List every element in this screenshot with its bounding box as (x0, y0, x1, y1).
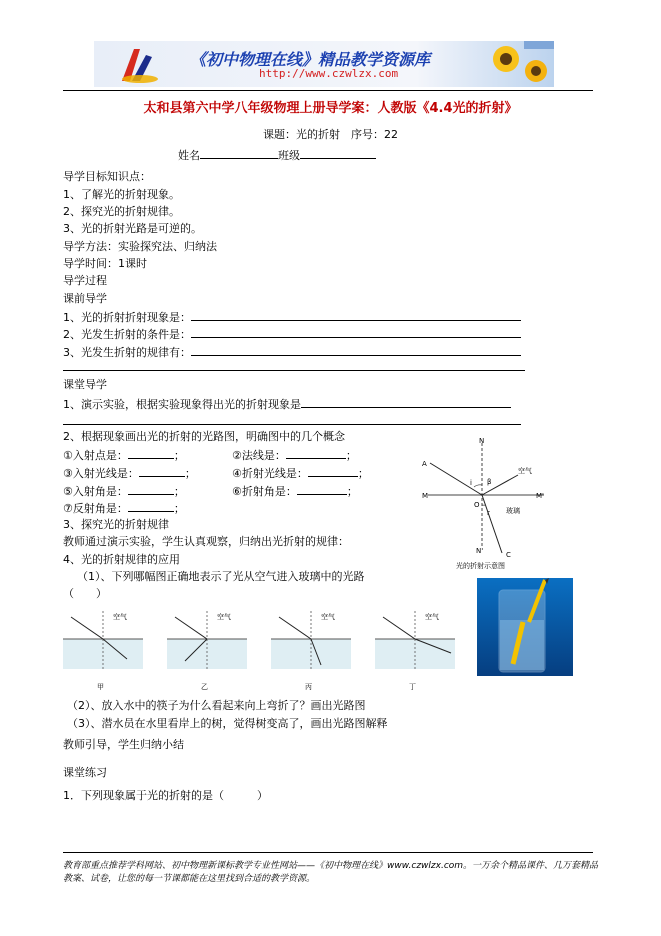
diagram-label: i (470, 479, 472, 487)
class-guide-heading: 课堂导学 (63, 378, 107, 391)
page-title: 太和县第六中学八年级物理上册导学案：人教版《4.4光的折射》 (143, 101, 518, 116)
goal-item: 2、探究光的折射规律。 (63, 205, 180, 218)
concept-row (232, 447, 357, 463)
semicolon: ； (173, 485, 185, 498)
guide-q3: 3、探究光的折射规律 (63, 518, 169, 531)
concept-row (232, 465, 369, 481)
practice-heading: 课堂练习 (63, 766, 107, 779)
pre-heading: 课前导学 (63, 292, 107, 305)
diagram-label: 玻璃 (506, 507, 520, 515)
pre-q3 (63, 344, 521, 360)
choice-bing (271, 611, 351, 691)
angle-i (474, 485, 482, 487)
diagram-label: C (506, 551, 511, 559)
answer-line[interactable] (128, 447, 174, 459)
answer-line[interactable] (191, 309, 521, 321)
answer-bracket: （ ） (63, 587, 107, 600)
goals-heading: 导学目标知识点： (63, 170, 151, 183)
diagram-label: O (474, 501, 480, 509)
choice-ding (375, 611, 455, 691)
class-field[interactable] (300, 147, 376, 159)
guide-q1-text: 1、演示实验，根据实验现象得出光的折射现象是 (63, 398, 301, 411)
guide-q4-3: （3）、潜水员在水里看岸上的树，觉得树变高了，画出光路图解释 (67, 717, 388, 730)
diagram-label: N' (476, 547, 484, 555)
name-class-row (178, 147, 376, 163)
air-label: 空气 (321, 613, 335, 621)
pre-q2 (63, 326, 521, 342)
concept-label: ③入射光线是： (63, 467, 139, 480)
concept-row (63, 465, 196, 481)
guide-q4: 4、光的折射规律的应用 (63, 553, 180, 566)
name-label: 姓名 (178, 149, 200, 162)
answer-line[interactable] (191, 326, 521, 338)
banner-url[interactable]: http://www.czwlzx.com (259, 67, 399, 80)
footer-text: 教育部重点推荐学科网站、初中物理新课标教学专业性网站——《初中物理在线》www.czwlzx.com。一万余个精品课件、几万套精品教案、试卷，让您的每一节课都能在这里找到合适的教学资源。 (63, 861, 599, 884)
answer-line[interactable] (286, 447, 346, 459)
diagram-label: β (487, 478, 492, 486)
guide-q1 (63, 396, 511, 412)
choice-label: 丙 (305, 683, 312, 691)
guide-q4-1: （1）、下列哪幅图正确地表示了光从空气进入玻璃中的光路 (77, 570, 365, 583)
choice-label: 乙 (201, 683, 208, 691)
diagram-label: M (422, 492, 429, 500)
semicolon: ； (184, 467, 196, 480)
choice-yi (167, 611, 247, 691)
answer-line[interactable] (63, 424, 521, 425)
answer-line[interactable] (191, 344, 521, 356)
goal-item: 3、光的折射光路是可逆的。 (63, 222, 202, 235)
concept-row (63, 500, 185, 516)
air-label: 空气 (425, 613, 439, 621)
diagram-label: r (487, 509, 490, 517)
diagram-label: M' (536, 492, 544, 500)
goal-item: 1、了解光的折射现象。 (63, 188, 180, 201)
course-line: 课题：光的折射 序号：22 (263, 128, 398, 141)
concept-label: ①入射点是： (63, 449, 128, 462)
choice-label: 甲 (97, 683, 104, 691)
concept-row (63, 447, 185, 463)
pre-q3-text: 3、光发生折射的规律有： (63, 346, 191, 359)
time-line: 导学时间：1课时 (63, 257, 147, 270)
name-field[interactable] (200, 147, 278, 159)
pre-q1 (63, 309, 521, 325)
guide-q3-text: 教师通过演示实验，学生认真观察，归纳出光折射的规律： (63, 535, 349, 548)
header-rule (63, 90, 593, 91)
semicolon: ； (357, 467, 369, 480)
answer-line[interactable] (308, 465, 358, 477)
class-label: 班级 (278, 149, 300, 162)
choice-label: 丁 (409, 683, 416, 691)
summary-line: 教师引导，学生归纳小结 (63, 738, 184, 751)
concept-label: ④折射光线是： (232, 467, 308, 480)
process-heading: 导学过程 (63, 274, 107, 287)
incident-ray (430, 463, 482, 495)
concept-label: ②法线是： (232, 449, 286, 462)
semicolon: ； (173, 449, 185, 462)
answer-line[interactable] (301, 396, 511, 408)
guide-q4-2: （2）、放入水中的筷子为什么看起来向上弯折了？画出光路图 (67, 699, 366, 712)
concept-label: ⑤入射角是： (63, 485, 128, 498)
guide-q2: 2、根据现象画出光的折射的光路图，明确图中的几个概念 (63, 430, 345, 443)
refracted-ray (482, 495, 502, 553)
answer-line[interactable] (297, 483, 347, 495)
air-label: 空气 (113, 613, 127, 621)
refraction-diagram (414, 435, 564, 575)
pre-q2-text: 2、光发生折射的条件是： (63, 328, 191, 341)
answer-line[interactable] (128, 500, 174, 512)
concept-label: ⑥折射角是： (232, 485, 297, 498)
banner (94, 41, 554, 87)
diagram-caption: 光的折射示意图 (456, 562, 505, 570)
pre-q1-text: 1、光的折射折射现象是： (63, 311, 191, 324)
semicolon: ； (346, 485, 358, 498)
pencil-in-glass-photo (477, 578, 573, 676)
concept-row (63, 483, 185, 499)
semicolon: ； (173, 502, 185, 515)
answer-line[interactable] (139, 465, 185, 477)
method-line: 导学方法：实验探究法、归纳法 (63, 240, 217, 253)
choice-jia (63, 611, 143, 691)
footer-rule (63, 852, 593, 853)
air-label: 空气 (217, 613, 231, 621)
practice-q1: 1．下列现象属于光的折射的是（ ） (63, 789, 268, 802)
choice-diagrams (63, 603, 463, 695)
semicolon: ； (345, 449, 357, 462)
banner-title: 《初中物理在线》精品教学资源库 (190, 50, 431, 69)
answer-line[interactable] (63, 370, 525, 371)
diagram-label: 空气 (518, 467, 532, 475)
diagram-label: A (422, 460, 427, 468)
diagram-label: N (479, 437, 485, 445)
concept-label: ⑦反射角是： (63, 502, 128, 515)
concept-row (232, 483, 358, 499)
answer-line[interactable] (128, 483, 174, 495)
